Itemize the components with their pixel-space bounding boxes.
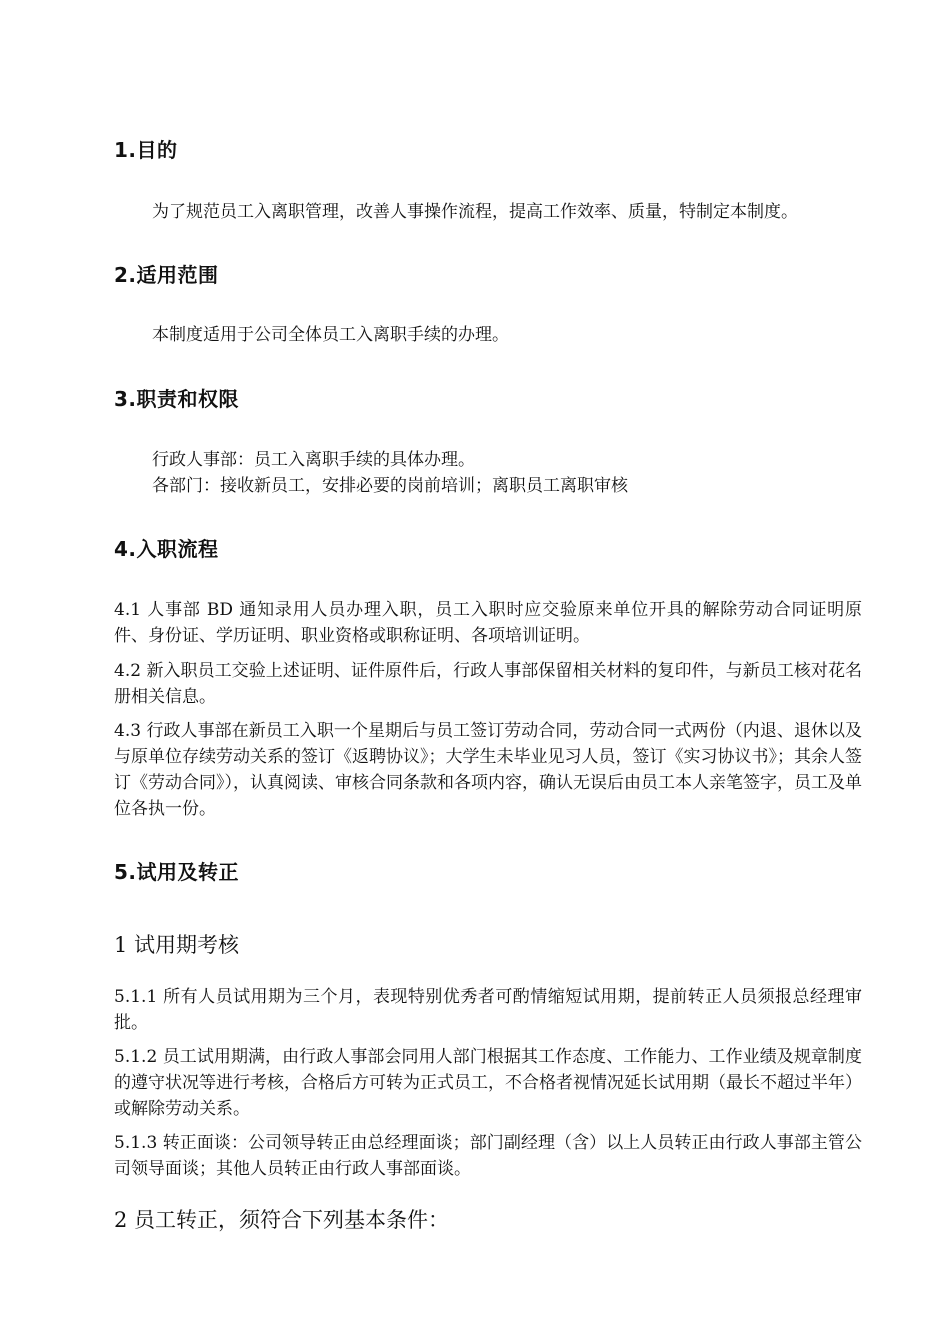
section-5-paragraph-3: 5.1.3 转正面谈：公司领导转正由总经理面谈；部门副经理（含）以上人员转正由行政人事部主管公司领导面谈；其他人员转正由行政人事部面谈。 [114,1133,862,1179]
section-4-heading: 4.入职流程 [114,537,219,561]
section-5-subheading-2: 2 员工转正，须符合下列基本条件： [114,1208,450,1232]
section-3-heading: 3.职责和权限 [114,387,240,411]
section-1-body: 为了规范员工入离职管理，改善人事操作流程，提高工作效率、质量，特制定本制度。 [152,202,798,222]
section-4-paragraph-3: 4.3 行政人事部在新员工入职一个星期后与员工签订劳动合同，劳动合同一式两份（内退、退休以及与原单位存续劳动关系的签订《返聘协议》；大学生未毕业见习人员，签订《实习协议书》；其余人签订《劳动合同》），认真阅读、审核合同条款和各项内容，确认无误后由员工本人亲笔签字，员工及单位各执一份。 [114,721,862,819]
section-3-line-1: 行政人事部：员工入离职手续的具体办理。 [152,450,475,470]
section-4-paragraph-1: 4.1 人事部 BD 通知录用人员办理入职，员工入职时应交验原来单位开具的解除劳动合同证明原件、身份证、学历证明、职业资格或职称证明、各项培训证明。 [114,600,862,646]
section-5-paragraph-2: 5.1.2 员工试用期满，由行政人事部会同用人部门根据其工作态度、工作能力、工作业绩及规章制度的遵守状况等进行考核，合格后方可转为正式员工，不合格者视情况延长试用期（最长不超过半年）或解除劳动关系。 [114,1047,862,1119]
section-2-body: 本制度适用于公司全体员工入离职手续的办理。 [152,325,509,345]
section-5-heading: 5.试用及转正 [114,860,240,884]
section-1-heading: 1.目的 [114,138,178,162]
section-5-subheading-1: 1 试用期考核 [114,933,240,957]
section-4-paragraph-2: 4.2 新入职员工交验上述证明、证件原件后，行政人事部保留相关材料的复印件，与新员工核对花名册相关信息。 [114,661,862,707]
section-5-paragraph-1: 5.1.1 所有人员试用期为三个月，表现特别优秀者可酌情缩短试用期，提前转正人员须报总经理审批。 [114,987,862,1033]
section-2-heading: 2.适用范围 [114,263,219,287]
section-3-line-2: 各部门：接收新员工，安排必要的岗前培训；离职员工离职审核 [152,476,628,496]
